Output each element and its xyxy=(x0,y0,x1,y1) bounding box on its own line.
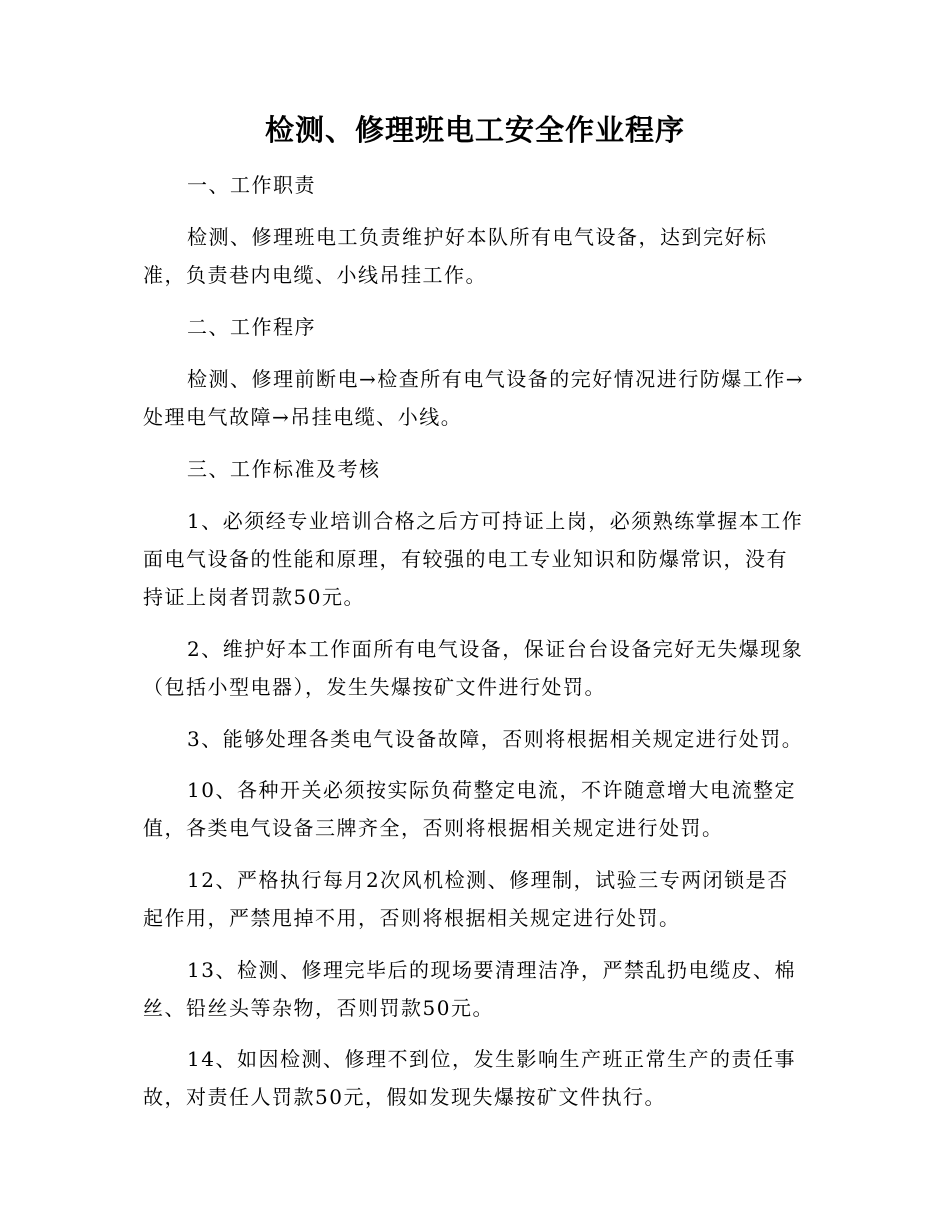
section-heading-duties: 一、工作职责 xyxy=(187,173,316,197)
paragraph-item-10: 10、各种开关必须按实际负荷整定电流，不许随意增大电流整定值，各类电气设备三牌齐全，否则将根据相关规定进行处罚。 xyxy=(143,778,796,840)
section-heading-standards: 三、工作标准及考核 xyxy=(187,457,381,481)
paragraph-item-2: 2、维护好本工作面所有电气设备，保证台台设备完好无失爆现象（包括小型电器），发生失爆按矿文件进行处罚。 xyxy=(143,637,804,699)
paragraph-item-1: 1、必须经专业培训合格之后方可持证上岗，必须熟练掌握本工作面电气设备的性能和原理，有较强的电工专业知识和防爆常识，没有持证上岗者罚款50元。 xyxy=(143,509,804,609)
paragraph-item-12: 12、严格执行每月2次风机检测、修理制，试验三专两闭锁是否起作用，严禁甩掉不用，否则将根据相关规定进行处罚。 xyxy=(143,868,789,930)
paragraph-item-3: 3、能够处理各类电气设备故障，否则将根据相关规定进行处罚。 xyxy=(187,727,804,751)
paragraph-item-13: 13、检测、修理完毕后的现场要清理洁净，严禁乱扔电缆皮、棉丝、铅丝头等杂物，否则罚款50元。 xyxy=(143,958,796,1020)
paragraph-item-14: 14、如因检测、修理不到位，发生影响生产班正常生产的责任事故，对责任人罚款50元，假如发现失爆按矿文件执行。 xyxy=(143,1047,796,1109)
paragraph-duties: 检测、修理班电工负责维护好本队所有电气设备，达到完好标准，负责巷内电缆、小线吊挂工作。 xyxy=(143,225,768,287)
section-heading-procedure: 二、工作程序 xyxy=(187,315,316,339)
paragraph-procedure: 检测、修理前断电→检查所有电气设备的完好情况进行防爆工作→处理电气故障→吊挂电缆、小线。 xyxy=(143,367,805,429)
document-title: 检测、修理班电工安全作业程序 xyxy=(264,113,685,147)
